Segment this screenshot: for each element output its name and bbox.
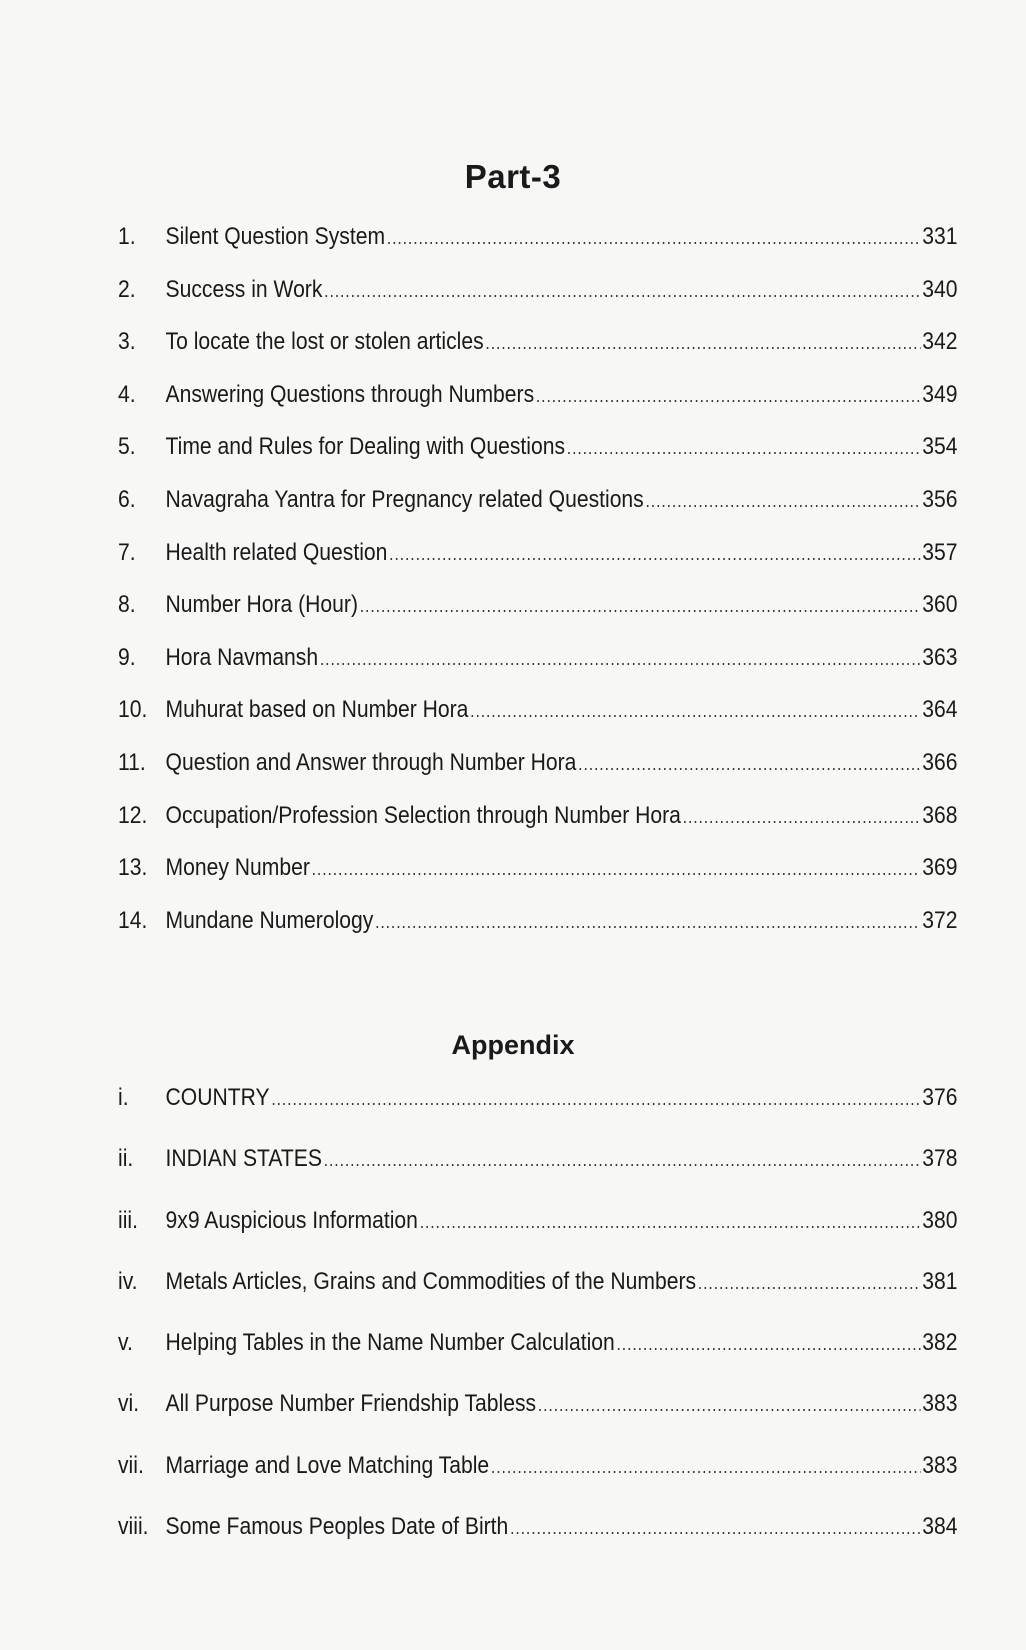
entry-page-number: 364 <box>922 696 958 724</box>
entry-page-number: 383 <box>922 1451 958 1479</box>
entry-page-number: 376 <box>922 1084 958 1111</box>
dot-leader <box>510 1513 920 1543</box>
entry-title: To locate the lost or stolen articles <box>165 328 484 356</box>
entry-title: Silent Question System <box>165 223 386 250</box>
entry-number: 3. <box>118 328 136 356</box>
entry-page-number: 349 <box>922 380 958 408</box>
toc-entry <box>118 906 958 959</box>
entry-page-number: 357 <box>922 538 958 566</box>
entry-number: iii. <box>118 1206 138 1234</box>
entry-page-number: 366 <box>922 748 958 776</box>
entry-title: Question and Answer through Number Hora <box>165 748 577 776</box>
entry-number: 8. <box>118 591 136 619</box>
toc-entry <box>118 275 958 328</box>
toc-entry <box>118 222 958 275</box>
entry-number: i. <box>118 1084 129 1111</box>
entry-page-number: 378 <box>922 1145 958 1173</box>
toc-entry <box>118 1451 958 1512</box>
entry-title: All Purpose Number Friendship Tabless <box>165 1390 537 1418</box>
toc-entry <box>118 748 958 801</box>
entry-number: 9. <box>118 643 136 671</box>
dot-leader <box>683 802 921 832</box>
toc-entry <box>118 327 958 380</box>
dot-leader <box>470 696 920 726</box>
appendix-toc-list <box>118 1083 958 1573</box>
entry-page-number: 369 <box>922 854 958 882</box>
entry-number: v. <box>118 1329 133 1357</box>
toc-entry <box>118 1389 958 1450</box>
entry-title: Some Famous Peoples Date of Birth <box>165 1513 509 1541</box>
entry-page-number: 381 <box>922 1267 958 1295</box>
entry-page-number: 380 <box>922 1206 958 1234</box>
entry-title: Marriage and Love Matching Table <box>165 1451 490 1479</box>
dot-leader <box>360 591 921 621</box>
toc-entry <box>118 380 958 433</box>
dot-leader <box>375 907 920 937</box>
toc-entry <box>118 643 958 696</box>
entry-title: Helping Tables in the Name Number Calculation <box>165 1329 615 1357</box>
toc-entry <box>118 1083 958 1144</box>
entry-title: Metals Articles, Grains and Commodities of the Numbers <box>165 1267 697 1295</box>
toc-entry <box>118 853 958 906</box>
entry-page-number: 340 <box>922 275 958 303</box>
dot-leader <box>324 1145 921 1175</box>
entry-page-number: 368 <box>922 801 958 829</box>
dot-leader <box>271 1084 920 1114</box>
entry-title: COUNTRY <box>165 1084 270 1111</box>
entry-title: Answering Questions through Numbers <box>165 380 535 408</box>
dot-leader <box>312 854 921 884</box>
toc-entry <box>118 590 958 643</box>
entry-page-number: 382 <box>922 1329 958 1357</box>
toc-entry <box>118 1206 958 1267</box>
entry-number: 2. <box>118 275 136 303</box>
entry-number: ii. <box>118 1145 134 1173</box>
entry-page-number: 356 <box>922 485 958 513</box>
entry-number: 5. <box>118 433 136 461</box>
entry-page-number: 342 <box>922 328 958 356</box>
entry-number: 10. <box>118 696 148 724</box>
entry-page-number: 331 <box>922 223 958 250</box>
entry-number: 14. <box>118 906 148 934</box>
entry-number: 12. <box>118 801 148 829</box>
dot-leader <box>578 749 920 779</box>
entry-title: Occupation/Profession Selection through Number Hora <box>165 801 681 829</box>
entry-title: Hora Navmansh <box>165 643 319 671</box>
dot-leader <box>485 328 920 358</box>
dot-leader <box>698 1268 921 1298</box>
toc-entry <box>118 801 958 854</box>
entry-title: Navagraha Yantra for Pregnancy related Questions <box>165 485 644 513</box>
appendix-heading: Appendix <box>451 1030 575 1060</box>
entry-number: iv. <box>118 1267 138 1295</box>
toc-entry <box>118 1267 958 1328</box>
entry-number: 13. <box>118 854 148 882</box>
entry-page-number: 383 <box>922 1390 958 1418</box>
part3-toc-list <box>118 222 958 958</box>
entry-title: Money Number <box>165 854 310 882</box>
entry-number: vi. <box>118 1390 140 1418</box>
entry-page-number: 372 <box>922 906 958 934</box>
dot-leader <box>491 1452 921 1482</box>
entry-number: 1. <box>118 223 136 250</box>
dot-leader <box>536 381 921 411</box>
entry-title: Time and Rules for Dealing with Questions <box>165 433 566 461</box>
entry-title: Muhurat based on Number Hora <box>165 696 469 724</box>
entry-page-number: 354 <box>922 433 958 461</box>
part3-heading: Part-3 <box>464 158 562 195</box>
dot-leader <box>389 539 920 569</box>
toc-entry <box>118 538 958 591</box>
entry-page-number: 384 <box>922 1513 958 1541</box>
entry-page-number: 363 <box>922 643 958 671</box>
toc-entry <box>118 485 958 538</box>
dot-leader <box>538 1390 921 1420</box>
entry-title: Health related Question <box>165 538 388 566</box>
entry-title: Number Hora (Hour) <box>165 591 358 619</box>
dot-leader <box>646 486 921 516</box>
dot-leader <box>320 644 921 674</box>
entry-title: Mundane Numerology <box>165 906 374 934</box>
entry-number: 6. <box>118 485 136 513</box>
dot-leader <box>387 223 921 253</box>
dot-leader <box>420 1207 921 1237</box>
toc-entry <box>118 1328 958 1389</box>
toc-entry <box>118 695 958 748</box>
toc-entry <box>118 1512 958 1573</box>
toc-entry <box>118 432 958 485</box>
entry-number: 7. <box>118 538 136 566</box>
entry-page-number: 360 <box>922 591 958 619</box>
entry-number: 11. <box>118 748 146 776</box>
entry-title: Success in Work <box>165 275 323 303</box>
entry-title: 9x9 Auspicious Information <box>165 1206 418 1234</box>
entry-number: 4. <box>118 380 136 408</box>
dot-leader <box>324 276 920 306</box>
entry-number: viii. <box>118 1513 149 1541</box>
toc-entry <box>118 1144 958 1205</box>
entry-number: vii. <box>118 1451 144 1479</box>
dot-leader <box>567 433 921 463</box>
dot-leader <box>617 1329 921 1359</box>
entry-title: INDIAN STATES <box>165 1145 322 1173</box>
